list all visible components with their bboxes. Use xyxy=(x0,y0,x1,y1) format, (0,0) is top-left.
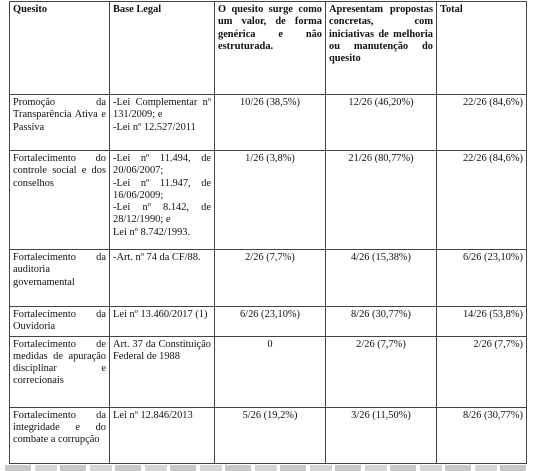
total-cell: 14/26 (53,8%) xyxy=(437,307,527,337)
table-row xyxy=(10,250,527,307)
propostas-cell: 4/26 (15,38%) xyxy=(326,250,437,307)
propostas-cell: 21/26 (80,77%) xyxy=(326,151,437,250)
total-cell: 6/26 (23,10%) xyxy=(437,250,527,307)
table-row xyxy=(10,336,527,407)
quesito-cell: Fortalecimento da Ouvidoria xyxy=(10,307,110,337)
base-legal-line: -Art. nº 74 da CF/88. xyxy=(113,252,201,263)
total-cell: 22/26 (84,6%) xyxy=(437,95,527,151)
base-legal-cell xyxy=(110,250,215,307)
table-row xyxy=(10,151,527,250)
header-base-legal: Base Legal xyxy=(110,2,215,95)
base-legal-line: Lei nº 13.460/2017 (1) xyxy=(113,309,208,320)
generico-cell: 6/26 (23,10%) xyxy=(215,307,326,337)
base-legal-line: Lei nº 12.846/2013 xyxy=(113,409,193,421)
propostas-cell: 3/26 (11,50%) xyxy=(326,407,437,463)
table-row xyxy=(10,307,527,337)
total-cell: 8/26 (30,77%) xyxy=(437,407,527,463)
base-legal-cell xyxy=(110,336,215,407)
quesito-cell: Fortalecimento de medidas de apuração disciplinar e correcionais xyxy=(10,336,110,407)
base-legal-line: -Lei nº 11.494, de 20/06/2007; xyxy=(113,153,211,177)
base-legal-cell xyxy=(110,307,215,337)
header-generico: O quesito surge como um valor, de forma genérica e não estruturada. xyxy=(215,2,326,95)
base-legal-line: -Lei nº 11.947, de 16/06/2009; xyxy=(113,177,211,201)
header-propostas: Apresentam propostas concretas, com iniciativas de melhoria ou manutenção do quesito xyxy=(326,2,437,95)
base-legal-cell xyxy=(110,95,215,151)
quesitos-table xyxy=(9,1,527,464)
quesito-cell: Fortalecimento da auditoria governamental xyxy=(10,250,110,307)
total-cell: 22/26 (84,6%) xyxy=(437,151,527,250)
base-legal-line: Lei nº 8.742/1993. xyxy=(113,226,191,238)
generico-cell: 1/26 (3,8%) xyxy=(215,151,326,250)
quesito-cell: Promoção da Transparência Ativa e Passiva xyxy=(10,95,110,151)
generico-cell: 0 xyxy=(215,336,326,407)
quesito-cell: Fortalecimento da integridade e do combate a corrupção xyxy=(10,407,110,463)
header-total: Total xyxy=(437,2,527,95)
table-row xyxy=(10,407,527,463)
propostas-cell: 2/26 (7,7%) xyxy=(326,336,437,407)
generico-cell: 10/26 (38,5%) xyxy=(215,95,326,151)
generico-cell: 5/26 (19,2%) xyxy=(215,407,326,463)
total-cell: 2/26 (7,7%) xyxy=(437,336,527,407)
header-row xyxy=(10,2,527,95)
base-legal-cell xyxy=(110,151,215,250)
generico-cell: 2/26 (7,7%) xyxy=(215,250,326,307)
base-legal-line: -Lei nº 12.527/2011 xyxy=(113,121,196,133)
base-legal-line: -Lei Complementar nº 131/2009; e xyxy=(113,97,211,121)
base-legal-line: Art. 37 da Constituição Federal de 1988 xyxy=(113,338,211,362)
quesito-cell: Fortalecimento do controle social e dos conselhos xyxy=(10,151,110,250)
base-legal-cell xyxy=(110,407,215,463)
header-quesito: Quesito xyxy=(10,2,110,95)
propostas-cell: 8/26 (30,77%) xyxy=(326,307,437,337)
propostas-cell: 12/26 (46,20%) xyxy=(326,95,437,151)
table-row xyxy=(10,95,527,151)
base-legal-line: -Lei nº 8.142, de 28/12/1990; e xyxy=(113,202,211,226)
cropped-footnote-fragment xyxy=(5,465,530,471)
